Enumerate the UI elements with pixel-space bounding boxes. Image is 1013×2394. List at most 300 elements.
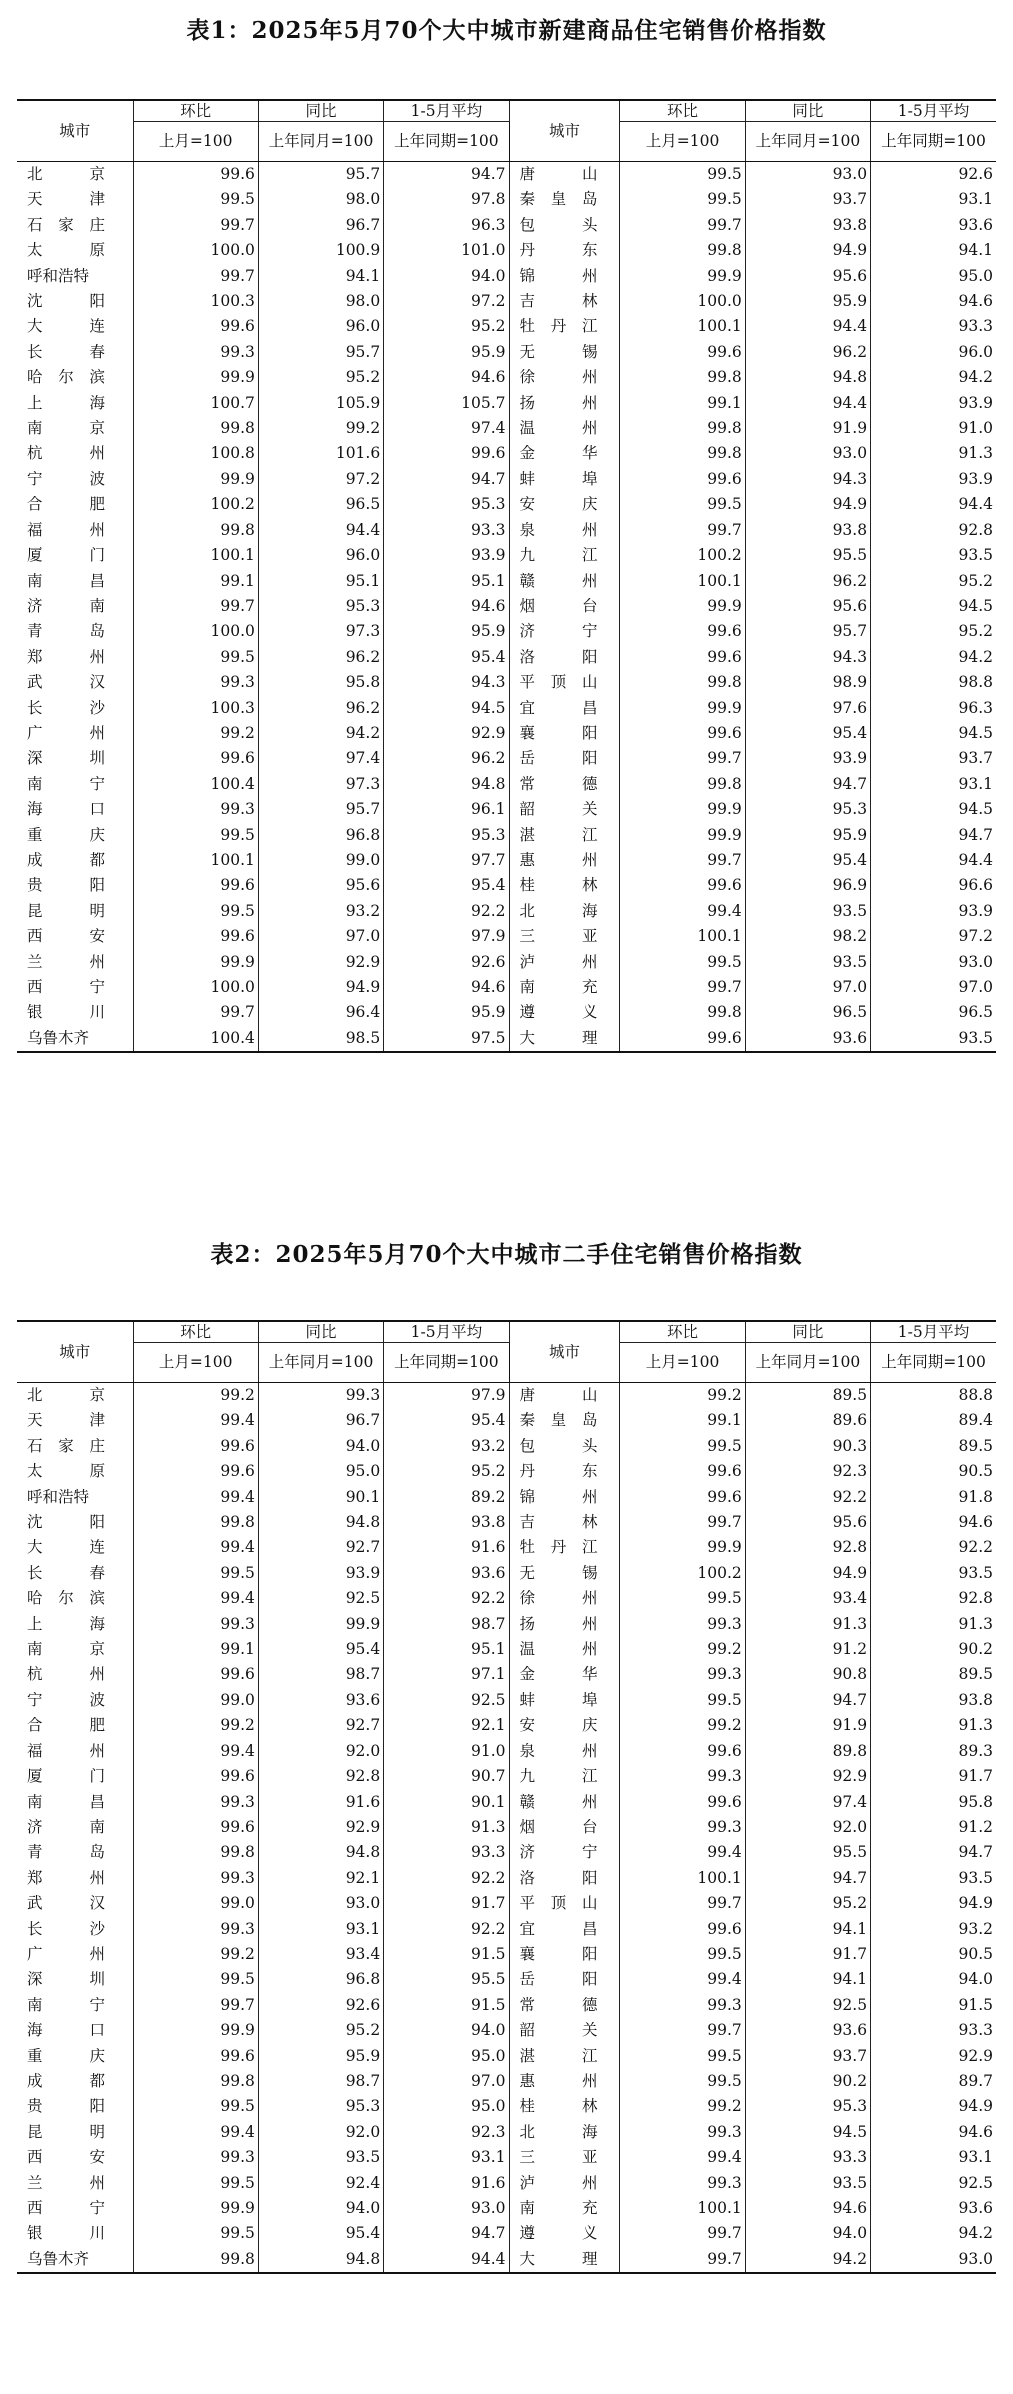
city-name (17, 467, 133, 492)
city-name-text: 石家庄 (27, 1436, 105, 1455)
yoy-value: 93.9 (258, 1561, 383, 1586)
city-name (17, 365, 133, 390)
city-name (17, 162, 133, 188)
avg-value: 99.6 (384, 441, 509, 466)
mom-value: 100.8 (133, 441, 258, 466)
yoy-value: 94.9 (745, 238, 870, 263)
header-yoy-base: 上年同月=100 (258, 122, 383, 162)
mom-value: 99.6 (620, 340, 745, 365)
yoy-value: 96.5 (258, 492, 383, 517)
mom-value: 99.7 (620, 1891, 745, 1916)
city-name (509, 1612, 620, 1637)
city-name (509, 2145, 620, 2170)
yoy-value: 93.4 (745, 1586, 870, 1611)
table-row (17, 365, 996, 390)
mom-value: 99.6 (133, 746, 258, 771)
mom-value: 99.5 (133, 2171, 258, 2196)
table2-title: 表2：2025年5月70个大中城市二手住宅销售价格指数 (210, 1241, 803, 1268)
city-name (17, 2171, 133, 2196)
city-name (17, 1510, 133, 1535)
yoy-value: 93.6 (745, 2018, 870, 2043)
yoy-value: 96.5 (745, 1000, 870, 1025)
mom-value: 99.0 (133, 1688, 258, 1713)
table-row (17, 543, 996, 568)
city-name-text: 泉州 (519, 1741, 598, 1760)
yoy-value: 94.1 (258, 264, 383, 289)
city-name (17, 1000, 133, 1025)
mom-value: 100.0 (133, 975, 258, 1000)
city-name (17, 1383, 133, 1409)
avg-value: 91.7 (384, 1891, 509, 1916)
city-name-text: 成都 (27, 850, 105, 869)
city-name-text: 湛江 (519, 2046, 598, 2065)
yoy-value: 92.4 (258, 2171, 383, 2196)
city-name-text: 长沙 (27, 698, 105, 717)
city-name-text: 银川 (27, 1003, 105, 1022)
avg-value: 93.8 (871, 1688, 996, 1713)
city-name-text: 襄阳 (519, 1944, 598, 1963)
avg-value: 101.0 (384, 238, 509, 263)
city-name (17, 492, 133, 517)
city-name (509, 899, 620, 924)
avg-value: 94.3 (384, 670, 509, 695)
table-row (17, 899, 996, 924)
city-name (17, 1434, 133, 1459)
city-name-text: 济宁 (519, 1843, 598, 1862)
avg-value: 94.2 (871, 365, 996, 390)
mom-value: 99.1 (133, 1637, 258, 1662)
mom-value: 99.7 (133, 213, 258, 238)
avg-value: 93.8 (384, 1510, 509, 1535)
yoy-value: 93.0 (745, 162, 870, 188)
city-name-text: 温州 (519, 419, 598, 438)
city-name (509, 238, 620, 263)
mom-value: 99.6 (620, 1459, 745, 1484)
city-name (509, 365, 620, 390)
yoy-value: 98.0 (258, 289, 383, 314)
yoy-value: 94.5 (745, 2120, 870, 2145)
yoy-value: 95.7 (258, 340, 383, 365)
city-name (17, 238, 133, 263)
table-row (17, 238, 996, 263)
city-name-text: 郑州 (27, 647, 105, 666)
header-avg: 1-5月平均 (384, 100, 509, 122)
mom-value: 99.8 (620, 670, 745, 695)
table-row (17, 2120, 996, 2145)
yoy-value: 95.9 (258, 2044, 383, 2069)
yoy-value: 89.8 (745, 1739, 870, 1764)
mom-value: 99.6 (133, 1815, 258, 1840)
avg-value: 95.1 (384, 569, 509, 594)
yoy-value: 91.6 (258, 1790, 383, 1815)
yoy-value: 95.2 (258, 365, 383, 390)
avg-value: 93.9 (384, 543, 509, 568)
city-name (509, 2247, 620, 2273)
yoy-value: 97.2 (258, 467, 383, 492)
header-mom: 环比 (133, 1321, 258, 1343)
city-name-text: 厦门 (27, 1767, 105, 1786)
city-name-text: 宁波 (27, 1690, 105, 1709)
table-row (17, 1866, 996, 1891)
mom-value: 99.9 (620, 797, 745, 822)
mom-value: 100.0 (133, 238, 258, 263)
city-name (17, 1026, 133, 1052)
yoy-value: 92.7 (258, 1535, 383, 1560)
city-name (509, 518, 620, 543)
table-row (17, 721, 996, 746)
city-name (17, 1993, 133, 2018)
city-name (509, 1408, 620, 1433)
header-yoy-base: 上年同月=100 (258, 1343, 383, 1383)
city-name-text: 太原 (27, 241, 105, 260)
avg-value: 91.5 (384, 1942, 509, 1967)
city-name-text: 唐山 (519, 165, 598, 183)
mom-value: 100.1 (133, 848, 258, 873)
yoy-value: 93.5 (258, 2145, 383, 2170)
yoy-value: 92.5 (258, 1586, 383, 1611)
header-avg-base: 上年同期=100 (384, 1343, 509, 1383)
city-name-text: 北京 (27, 1386, 105, 1404)
city-name-text: 兰州 (27, 952, 105, 971)
mom-value: 99.3 (620, 1612, 745, 1637)
city-name (509, 2196, 620, 2221)
avg-value: 105.7 (384, 391, 509, 416)
city-name (509, 2094, 620, 2119)
city-name (509, 467, 620, 492)
city-name-text: 金华 (519, 444, 598, 463)
yoy-value: 96.0 (258, 543, 383, 568)
mom-value: 99.6 (620, 1739, 745, 1764)
city-name-text: 武汉 (27, 1894, 105, 1913)
header-city: 城市 (509, 1321, 620, 1383)
avg-value: 92.9 (384, 721, 509, 746)
avg-value: 93.9 (871, 467, 996, 492)
mom-value: 99.7 (620, 518, 745, 543)
mom-value: 99.5 (620, 162, 745, 188)
header-mom-base: 上月=100 (133, 1343, 258, 1383)
avg-value: 94.6 (384, 975, 509, 1000)
city-name (17, 2120, 133, 2145)
yoy-value: 94.0 (258, 1434, 383, 1459)
city-name-text: 常德 (519, 774, 598, 793)
city-name-text: 遵义 (519, 2224, 598, 2243)
city-name-text: 广州 (27, 1944, 105, 1963)
avg-value: 91.5 (384, 1993, 509, 2018)
yoy-value: 97.3 (258, 772, 383, 797)
mom-value: 100.1 (620, 314, 745, 339)
avg-value: 95.9 (384, 619, 509, 644)
city-name-text: 丹东 (519, 1462, 598, 1481)
city-name (509, 1739, 620, 1764)
header-avg-base: 上年同期=100 (871, 1343, 996, 1383)
city-name (17, 924, 133, 949)
avg-value: 94.9 (871, 2094, 996, 2119)
mom-value: 99.8 (133, 1510, 258, 1535)
yoy-value: 95.4 (745, 848, 870, 873)
mom-value: 99.2 (620, 1383, 745, 1409)
mom-value: 99.4 (620, 2145, 745, 2170)
avg-value: 95.3 (384, 492, 509, 517)
city-name (509, 1000, 620, 1025)
yoy-value: 90.2 (745, 2069, 870, 2094)
city-name (17, 2094, 133, 2119)
avg-value: 97.0 (384, 2069, 509, 2094)
avg-value: 93.0 (871, 950, 996, 975)
city-name-text: 岳阳 (519, 749, 598, 768)
city-name (17, 543, 133, 568)
mom-value: 99.1 (620, 391, 745, 416)
yoy-value: 95.6 (745, 594, 870, 619)
city-name (17, 1586, 133, 1611)
city-name-text: 赣州 (519, 1792, 598, 1811)
avg-value: 93.3 (871, 314, 996, 339)
city-name (17, 2145, 133, 2170)
yoy-value: 98.2 (745, 924, 870, 949)
city-name (509, 975, 620, 1000)
city-name-text: 洛阳 (519, 647, 598, 666)
city-name-text: 乌鲁木齐 (27, 1028, 90, 1047)
avg-value: 93.1 (871, 2145, 996, 2170)
city-name-text: 洛阳 (519, 1868, 598, 1887)
city-name (509, 696, 620, 721)
city-name-text: 广州 (27, 723, 105, 742)
table-row (17, 873, 996, 898)
mom-value: 99.8 (133, 518, 258, 543)
table-row (17, 772, 996, 797)
yoy-value: 95.3 (745, 2094, 870, 2119)
city-name (509, 569, 620, 594)
avg-value: 92.3 (384, 2120, 509, 2145)
city-name (17, 797, 133, 822)
avg-value: 93.6 (384, 1561, 509, 1586)
avg-value: 95.8 (871, 1790, 996, 1815)
city-name (17, 899, 133, 924)
avg-value: 93.6 (871, 2196, 996, 2221)
mom-value: 99.4 (133, 1739, 258, 1764)
mom-value: 99.6 (133, 924, 258, 949)
yoy-value: 94.1 (745, 1917, 870, 1942)
mom-value: 100.2 (620, 543, 745, 568)
mom-value: 99.7 (620, 975, 745, 1000)
mom-value: 99.7 (133, 1000, 258, 1025)
avg-value: 93.5 (871, 1561, 996, 1586)
yoy-value: 89.5 (745, 1383, 870, 1409)
city-name (509, 1815, 620, 1840)
yoy-value: 94.4 (258, 518, 383, 543)
mom-value: 99.6 (620, 645, 745, 670)
yoy-value: 91.3 (745, 1612, 870, 1637)
avg-value: 94.4 (384, 2247, 509, 2273)
city-name-text: 哈尔滨 (27, 1589, 105, 1608)
avg-value: 89.7 (871, 2069, 996, 2094)
avg-value: 97.4 (384, 416, 509, 441)
city-name-text: 南充 (519, 2199, 598, 2217)
city-name (509, 1688, 620, 1713)
city-name (509, 1942, 620, 1967)
city-name (17, 264, 133, 289)
city-name-text: 安庆 (519, 495, 598, 514)
avg-value: 97.2 (871, 924, 996, 949)
yoy-value: 92.0 (745, 1815, 870, 1840)
yoy-value: 95.3 (258, 2094, 383, 2119)
city-name-text: 桂林 (519, 2097, 598, 2116)
avg-value: 94.5 (871, 594, 996, 619)
yoy-value: 94.9 (745, 492, 870, 517)
city-name-text: 天津 (27, 1411, 105, 1430)
avg-value: 90.1 (384, 1790, 509, 1815)
avg-value: 95.4 (384, 1408, 509, 1433)
yoy-value: 92.9 (258, 1815, 383, 1840)
city-name-text: 徐州 (519, 1589, 598, 1608)
city-name-text: 包头 (519, 1436, 598, 1455)
yoy-value: 96.9 (745, 873, 870, 898)
city-name (509, 1891, 620, 1916)
yoy-value: 95.9 (745, 289, 870, 314)
yoy-value: 95.6 (745, 264, 870, 289)
table-row (17, 2069, 996, 2094)
mom-value: 100.0 (133, 619, 258, 644)
city-name (17, 1942, 133, 1967)
city-name-text: 秦皇岛 (519, 190, 598, 209)
avg-value: 95.2 (871, 619, 996, 644)
city-name (17, 848, 133, 873)
avg-value: 94.5 (871, 797, 996, 822)
table1-new-housing-index (17, 99, 996, 1053)
city-name (509, 1459, 620, 1484)
yoy-value: 94.8 (745, 365, 870, 390)
city-name (509, 950, 620, 975)
city-name-text: 韶关 (519, 2021, 598, 2040)
mom-value: 99.3 (620, 2171, 745, 2196)
mom-value: 99.6 (620, 1485, 745, 1510)
city-name-text: 南昌 (27, 1792, 105, 1811)
mom-value: 100.2 (620, 1561, 745, 1586)
city-name (17, 1688, 133, 1713)
table-row (17, 1000, 996, 1025)
yoy-value: 93.7 (745, 187, 870, 212)
city-name-text: 平顶山 (519, 1894, 598, 1913)
avg-value: 92.2 (384, 1917, 509, 1942)
city-name-text: 银川 (27, 2224, 105, 2243)
mom-value: 99.8 (620, 441, 745, 466)
mom-value: 99.7 (133, 264, 258, 289)
mom-value: 99.2 (620, 2094, 745, 2119)
mom-value: 99.2 (620, 1637, 745, 1662)
city-name (509, 1586, 620, 1611)
mom-value: 99.3 (133, 1866, 258, 1891)
city-name (17, 213, 133, 238)
avg-value: 94.6 (384, 365, 509, 390)
mom-value: 99.3 (620, 1764, 745, 1789)
table-row (17, 975, 996, 1000)
table-row (17, 1561, 996, 1586)
mom-value: 99.3 (133, 2145, 258, 2170)
header-yoy: 同比 (745, 1321, 870, 1343)
table-row (17, 1917, 996, 1942)
avg-value: 94.7 (871, 1840, 996, 1865)
table-row (17, 264, 996, 289)
avg-value: 94.7 (384, 162, 509, 188)
table-row (17, 1408, 996, 1433)
yoy-value: 96.8 (258, 1967, 383, 1992)
city-name-text: 赣州 (519, 571, 598, 590)
city-name-text: 西安 (27, 927, 105, 946)
table-row (17, 289, 996, 314)
city-name-text: 福州 (27, 1741, 105, 1760)
city-name (509, 314, 620, 339)
mom-value: 99.4 (133, 1586, 258, 1611)
city-name (17, 1840, 133, 1865)
yoy-value: 97.4 (745, 1790, 870, 1815)
header-yoy: 同比 (258, 1321, 383, 1343)
table-row (17, 1739, 996, 1764)
city-name (17, 2196, 133, 2221)
city-name-text: 石家庄 (27, 215, 105, 234)
city-name-text: 扬州 (519, 1614, 598, 1633)
mom-value: 100.7 (133, 391, 258, 416)
yoy-value: 95.7 (745, 619, 870, 644)
city-name (17, 2069, 133, 2094)
table-row (17, 2247, 996, 2273)
city-name-text: 南宁 (27, 774, 105, 793)
avg-value: 95.0 (384, 2094, 509, 2119)
yoy-value: 96.8 (258, 823, 383, 848)
table-row (17, 2145, 996, 2170)
avg-value: 95.5 (384, 1967, 509, 1992)
mom-value: 99.2 (620, 1713, 745, 1738)
city-name (509, 1790, 620, 1815)
mom-value: 99.6 (133, 1662, 258, 1687)
yoy-value: 94.1 (745, 1967, 870, 1992)
avg-value: 90.2 (871, 1637, 996, 1662)
city-name-text: 泸州 (519, 952, 598, 971)
city-name (17, 1637, 133, 1662)
avg-value: 94.9 (871, 1891, 996, 1916)
city-name-text: 徐州 (519, 368, 598, 387)
mom-value: 99.8 (133, 2247, 258, 2273)
mom-value: 99.5 (133, 899, 258, 924)
avg-value: 91.0 (871, 416, 996, 441)
table-row (17, 187, 996, 212)
table-row (17, 696, 996, 721)
city-name-text: 蚌埠 (519, 1690, 598, 1709)
mom-value: 99.6 (620, 619, 745, 644)
city-name (17, 416, 133, 441)
mom-value: 99.2 (133, 1942, 258, 1967)
avg-value: 94.6 (871, 2120, 996, 2145)
table-row (17, 924, 996, 949)
table-row (17, 619, 996, 644)
city-name-text: 太原 (27, 1462, 105, 1481)
city-name-text: 牡丹江 (519, 317, 598, 336)
avg-value: 93.6 (871, 213, 996, 238)
city-name (17, 441, 133, 466)
avg-value: 91.3 (871, 1612, 996, 1637)
city-name (509, 492, 620, 517)
yoy-value: 94.8 (258, 1840, 383, 1865)
table-row (17, 1891, 996, 1916)
yoy-value: 94.3 (745, 467, 870, 492)
yoy-value: 93.5 (745, 950, 870, 975)
yoy-value: 93.8 (745, 213, 870, 238)
yoy-value: 95.2 (258, 2018, 383, 2043)
city-name-text: 宜昌 (519, 1919, 598, 1938)
avg-value: 98.7 (384, 1612, 509, 1637)
avg-value: 94.5 (871, 721, 996, 746)
city-name-text: 郑州 (27, 1868, 105, 1887)
city-name (17, 2044, 133, 2069)
city-name (509, 594, 620, 619)
